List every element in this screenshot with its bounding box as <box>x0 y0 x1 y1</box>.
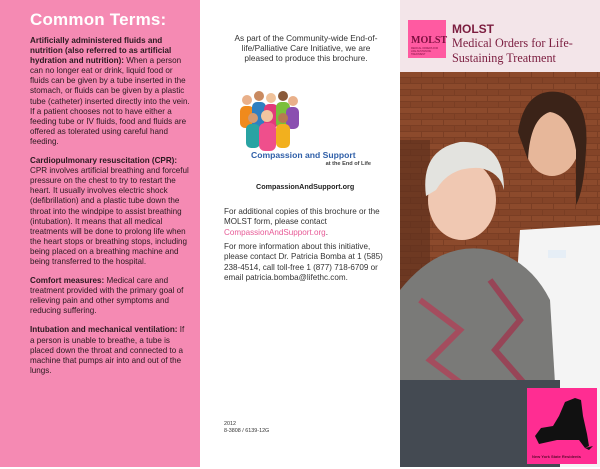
brand-name: Compassion and Support <box>251 150 356 160</box>
print-number: 8-3808 / 6139-12G <box>224 428 270 434</box>
molst-logo-subtitle: MEDICAL ORDERS FOR LIFE-SUSTAINING TREATMENT <box>411 47 439 56</box>
term-title: Artificially administered fluids and nutrition (also referred to as artificial hydration and nutrition): <box>30 36 172 66</box>
term-title: Cardiopulmonary resuscitation (CPR): <box>30 156 178 166</box>
term-intubation <box>30 325 190 375</box>
ny-state-badge <box>527 388 597 464</box>
common-terms-heading: Common Terms: <box>30 10 167 29</box>
copies-link[interactable]: CompassionAndSupport.org <box>224 227 326 237</box>
print-code <box>224 421 269 435</box>
middle-panel <box>200 0 400 467</box>
ny-state-caption: New York State Residents <box>532 454 581 459</box>
term-title: Comfort measures: <box>30 276 105 286</box>
brand-logo <box>251 150 371 169</box>
term-body: When a person can no longer eat or drink, liquid food or fluids can be given by a tube inserted in the stomach, or fluids can be given by a plastic tube (catheter) inserted directly into the vein. If a patient chooses not to have either a feeding tube or IV fluids, food and fluids are offered as tolerated using careful hand feeding. <box>30 56 190 146</box>
term-comfort <box>30 276 190 316</box>
ny-state-map-icon <box>527 388 597 464</box>
term-body: CPR involves artificial breathing and forceful pressure on the chest to try to restart the heart. It usually involves electric shock (defibrillation) and a plastic tube down the throat into the windpipe to assist breathing (intubation). It means that all medical treatments will be done to prolong life when the heart stops or breathing stops, including being placed on a breathing machine and being transferred to the hospital. <box>30 166 189 266</box>
intro-text: As part of the Community-wide End-of-life/Palliative Care Initiative, we are pleased to produce this brochure. <box>234 33 378 64</box>
term-body: Medical care and treatment provided with the primary goal of relieving pain and other symptoms and reducing suffering. <box>30 276 184 316</box>
title-line: Medical Orders for Life-Sustaining Treatment <box>452 36 573 65</box>
info-text: For more information about this initiative, please contact Dr. Patricia Bomba at 1 (585) 238-4514, call toll-free 1 (877) 718-6709 or email patricia.bomba@lifethc.com. <box>224 242 383 282</box>
term-fluids-nutrition <box>30 36 190 147</box>
copies-text <box>224 207 384 238</box>
molst-logo-text: MOLST <box>411 35 448 46</box>
brand-tagline: at the End of Life <box>325 161 371 167</box>
copies-text-body: For additional copies of this brochure or the MOLST form, please contact <box>224 207 380 227</box>
people-illustration-icon <box>237 88 301 154</box>
brand-url-link[interactable]: CompassionAndSupport.org <box>256 182 355 191</box>
print-year: 2012 <box>224 421 236 427</box>
cover-title <box>452 22 597 65</box>
term-cpr <box>30 156 190 267</box>
copies-text-end: . <box>325 227 328 237</box>
title-acronym: MOLST <box>452 22 494 36</box>
common-terms-panel <box>0 0 200 467</box>
molst-logo <box>408 20 446 58</box>
term-body: If a person is unable to breathe, a tube is placed down the throat and connected to a machine that pumps air into and out of the lungs. <box>30 325 185 375</box>
term-title: Intubation and mechanical ventilation: <box>30 325 178 335</box>
